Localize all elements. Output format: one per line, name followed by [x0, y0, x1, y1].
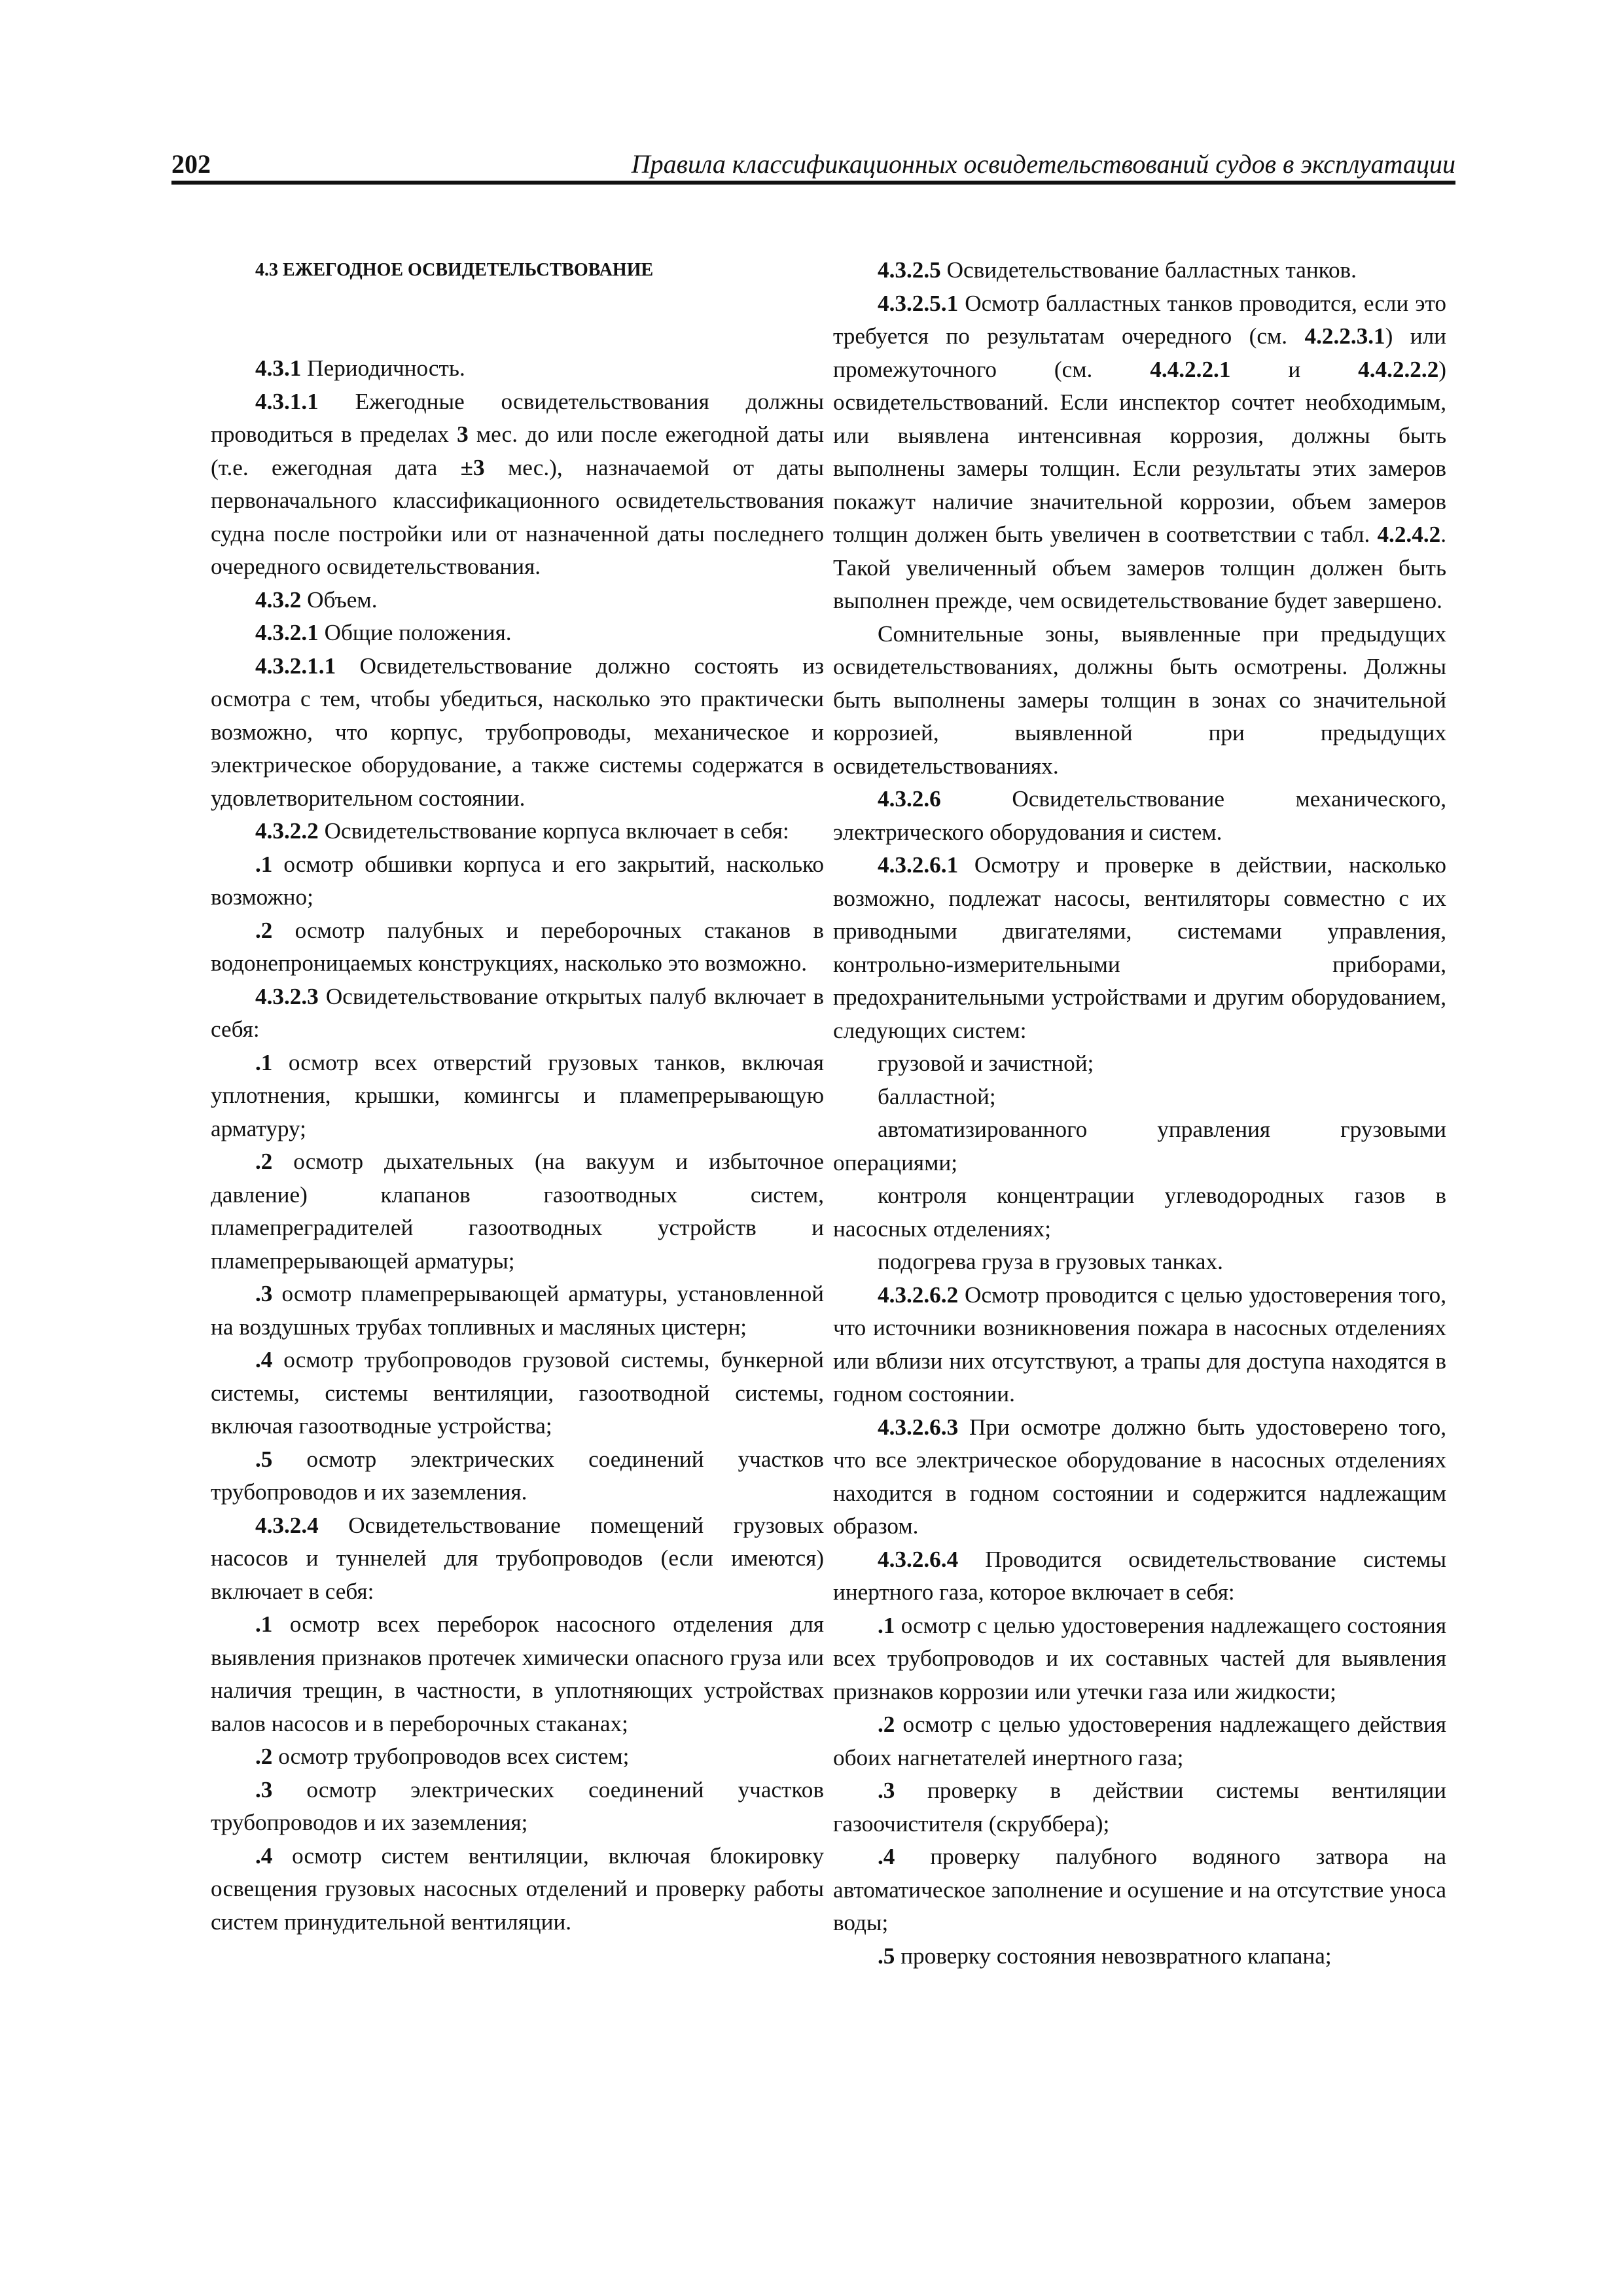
list-item: [833, 1609, 1446, 1709]
system-list-item: балластной;: [878, 1083, 996, 1109]
system-list-item: автоматизированного управления грузовыми операциями;: [833, 1117, 1446, 1175]
clause-number: 4.3.1.1: [255, 388, 319, 414]
list-item: [211, 848, 824, 914]
item-text: осмотр электрических соединений участков трубопроводов и их заземления;: [211, 1776, 824, 1835]
item-number: .3: [255, 1776, 273, 1803]
item-text: проверку палубного водяного затвора на автоматическое заполнение и осушение и на отсутствие уноса воды;: [833, 1844, 1446, 1935]
item-text: осмотр всех переборок насосного отделения для выявления признаков протечек химически опасного груза или наличия трещин, в частности, в уплотняющих устройствах валов насосов и в переборочных стаканах;: [211, 1611, 824, 1736]
clause-text: Периодичность.: [301, 355, 465, 381]
cross-reference: 4.4.2.2.1: [1150, 356, 1231, 382]
list-item: [833, 1940, 1446, 1973]
clause-number: 4.3.2: [255, 586, 302, 613]
clause-number: 4.3.2.5.1: [878, 290, 959, 316]
item-text: осмотр систем вентиляции, включая блокировку освещения грузовых насосных отделений и проверку работы систем принудительной вентиляции.: [211, 1842, 824, 1935]
clause-number: 4.3.2.6.1: [878, 852, 959, 878]
clause-number: 4.3.2.6.3: [878, 1414, 959, 1440]
page-number: 202: [171, 149, 211, 179]
system-list-item: подогрева груза в грузовых танках.: [878, 1249, 1223, 1274]
item-text: проверку состояния невозвратного клапана;: [895, 1943, 1332, 1969]
paragraph-4-3-1: [211, 352, 824, 386]
clause-text: мес. до или после ежегодной даты (т.е. ежегодная дата: [211, 422, 825, 480]
clause-text: Освидетельствование открытых палуб включает в себя:: [211, 983, 824, 1042]
paragraph-4-3-2-6: [833, 783, 1446, 849]
clause-text: и: [1230, 356, 1359, 382]
left-column: [211, 254, 824, 1939]
right-column: [833, 254, 1446, 1973]
clause-number: 4.3.2.2: [255, 818, 319, 844]
item-text: осмотр с целью удостоверения надлежащего состояния всех трубопроводов и их составных частей для выявления признаков коррозии или утечки газа или жидкости;: [833, 1612, 1446, 1704]
list-item: [211, 1774, 824, 1840]
item-number: .1: [878, 1612, 895, 1638]
clause-number: 4.3.2.1.1: [255, 653, 336, 679]
paragraph-4-3-2-2: [211, 815, 824, 848]
clause-text: Освидетельствование корпуса включает в себя:: [318, 818, 789, 844]
clause-number: 4.3.2.1: [255, 620, 319, 645]
clause-text: ) или промежуточного (см.: [833, 323, 1446, 382]
list-item: [833, 1840, 1446, 1940]
clause-text: Освидетельствование балластных танков.: [940, 257, 1357, 283]
clause-number: 4.3.2.4: [255, 1512, 319, 1538]
clause-text: мес.), назначаемой от даты первоначального классификационного освидетельствования судна после постройки или от назначенной даты последнего очередного освидетельствования.: [211, 454, 824, 579]
months-value: 3: [457, 422, 469, 447]
item-text: осмотр пламепрерывающей арматуры, установленной на воздушных трубах топливных и масляных цистерн;: [211, 1281, 824, 1340]
paragraph-4-3-2-1: [211, 617, 824, 650]
system-list-item: грузовой и зачистной;: [878, 1050, 1094, 1076]
list-item: [211, 914, 824, 980]
paragraph-4-3-2-5: [833, 254, 1446, 287]
list-item: [211, 1278, 824, 1344]
clause-text: Освидетельствование механического, электрического оборудования и систем.: [833, 786, 1446, 845]
paragraph-4-3-2-1-1: [211, 650, 824, 816]
clause-text: Ежегодные освидетельствования должны проводиться в пределах: [211, 388, 824, 447]
running-title: Правила классификационных освидетельствований судов в эксплуатации: [631, 149, 1455, 179]
paragraph-4-3-2-6-4: [833, 1543, 1446, 1609]
list-item: [211, 1344, 824, 1443]
paragraph-4-3-2-4: [211, 1509, 824, 1609]
item-text: осмотр обшивки корпуса и его закрытий, насколько возможно;: [211, 851, 824, 910]
paragraph-4-3-2-6-2: [833, 1279, 1446, 1411]
paragraph-4-3-1-1: [211, 386, 824, 584]
item-number: .2: [255, 917, 273, 943]
item-number: .5: [878, 1943, 895, 1969]
list-item: [211, 1740, 824, 1774]
clause-text: Проводится освидетельствование системы инертного газа, которое включает в себя:: [833, 1546, 1446, 1605]
clause-text: Объем.: [301, 586, 378, 613]
list-item: [211, 1145, 824, 1278]
paragraph-4-3-2-6-1: [833, 849, 1446, 1047]
paragraph-doubtful-areas: Сомнительные зоны, выявленные при предыдущих освидетельствованиях, должны быть осмотрены. Должны быть выполнены замеры толщин в зонах со значительной коррозией, выявленной при предыдущих освидетельствованиях.: [833, 620, 1446, 779]
clause-text: ) освидетельствований. Если инспектор сочтет необходимым, или выявлена интенсивная коррозия, должны быть выполнены замеры толщин. Если результаты этих замеров покажут наличие значительной коррозии, объем замеров толщин должен быть увеличен в соответствии с табл.: [833, 356, 1446, 547]
item-text: осмотр всех отверстий грузовых танков, включая уплотнения, крышки, комингсы и пламепрерывающую арматуру;: [211, 1049, 824, 1141]
clause-number: 4.3.2.5: [878, 257, 941, 283]
item-number: .5: [255, 1446, 273, 1472]
item-number: .4: [878, 1844, 895, 1869]
clause-text: Освидетельствование помещений грузовых насосов и туннелей для трубопроводов (если имеются) включает в себя:: [211, 1512, 824, 1604]
item-number: .2: [255, 1744, 273, 1769]
table-reference: 4.2.4.2: [1377, 522, 1441, 547]
paragraph-4-3-2-5-1: [833, 287, 1446, 618]
item-text: осмотр электрических соединений участков трубопроводов и их заземления.: [211, 1446, 824, 1505]
list-item: [211, 1608, 824, 1740]
paragraph-4-3-2-6-3: [833, 1411, 1446, 1543]
list-item: [211, 1047, 824, 1146]
list-item: [833, 1774, 1446, 1840]
item-number: .3: [255, 1281, 273, 1306]
tolerance-value: ±3: [460, 454, 485, 480]
item-text: осмотр с целью удостоверения надлежащего действия обоих нагнетателей инертного газа;: [833, 1712, 1446, 1770]
running-header: [171, 143, 1455, 185]
clause-text: Общие положения.: [318, 620, 512, 645]
paragraph-4-3-2: [211, 584, 824, 617]
clause-number: 4.3.2.6: [878, 786, 941, 812]
cross-reference: 4.2.2.3.1: [1304, 323, 1385, 349]
item-text: проверку в действии системы вентиляции газоочистителя (скруббера);: [833, 1778, 1446, 1837]
item-number: .1: [255, 1611, 273, 1637]
list-item: [211, 1443, 824, 1509]
item-text: осмотр дыхательных (на вакуум и избыточное давление) клапанов газоотводных систем, пламепреградителей газоотводных устройств и пламепрерывающей арматуры;: [211, 1149, 824, 1274]
item-number: .2: [255, 1149, 273, 1174]
clause-text: . Такой увеличенный объем замеров толщин должен быть выполнен прежде, чем освидетельствование будет завершено.: [833, 522, 1446, 613]
item-text: осмотр трубопроводов всех систем;: [272, 1744, 630, 1769]
section-heading: 4.3 ЕЖЕГОДНОЕ ОСВИДЕТЕЛЬСТВОВАНИЕ: [255, 260, 654, 280]
list-item: [211, 1840, 824, 1939]
item-number: .4: [255, 1842, 273, 1869]
clause-text: Освидетельствование должно состоять из осмотра с тем, чтобы убедиться, насколько это практически возможно, что корпус, трубопроводы, механическое и электрическое оборудование, а также системы содержатся в удовлетворительном состоянии.: [211, 653, 824, 811]
item-number: .1: [255, 851, 273, 877]
item-text: осмотр трубопроводов грузовой системы, бункерной системы, системы вентиляции, газоотводной системы, включая газоотводные устройства;: [211, 1347, 824, 1439]
clause-text: Осмотр балластных танков проводится, если это требуется по результатам очередного (см.: [833, 290, 1446, 349]
system-list-item: контроля концентрации углеводородных газов в насосных отделениях;: [833, 1183, 1446, 1242]
clause-text: Осмотру и проверке в действии, насколько возможно, подлежат насосы, вентиляторы совместно с их приводными двигателями, системами управления, контрольно-измерительными приборами, предохранительными устройствами и другим оборудованием, следующих систем:: [833, 852, 1446, 1043]
cross-reference: 4.4.2.2.2: [1358, 356, 1439, 382]
item-text: осмотр палубных и переборочных стаканов в водонепроницаемых конструкциях, насколько это возможно.: [211, 917, 824, 976]
clause-number: 4.3.1: [255, 355, 302, 381]
item-number: .4: [255, 1347, 273, 1372]
clause-number: 4.3.2.6.4: [878, 1546, 959, 1572]
clause-number: 4.3.2.6.2: [878, 1282, 959, 1308]
list-item: [833, 1708, 1446, 1774]
item-number: .2: [878, 1712, 895, 1737]
clause-text: При осмотре должно быть удостоверено того, что все электрическое оборудование в насосных отделениях находится в годном состоянии и содержится надлежащим образом.: [833, 1414, 1446, 1539]
clause-text: Осмотр проводится с целью удостоверения того, что источники возникновения пожара в насосных отделениях или вблизи них отсутствуют, а трапы для доступа находятся в годном состоянии.: [833, 1282, 1446, 1407]
item-number: .3: [878, 1778, 895, 1803]
paragraph-4-3-2-3: [211, 980, 824, 1047]
item-number: .1: [255, 1049, 273, 1075]
clause-number: 4.3.2.3: [255, 983, 319, 1009]
